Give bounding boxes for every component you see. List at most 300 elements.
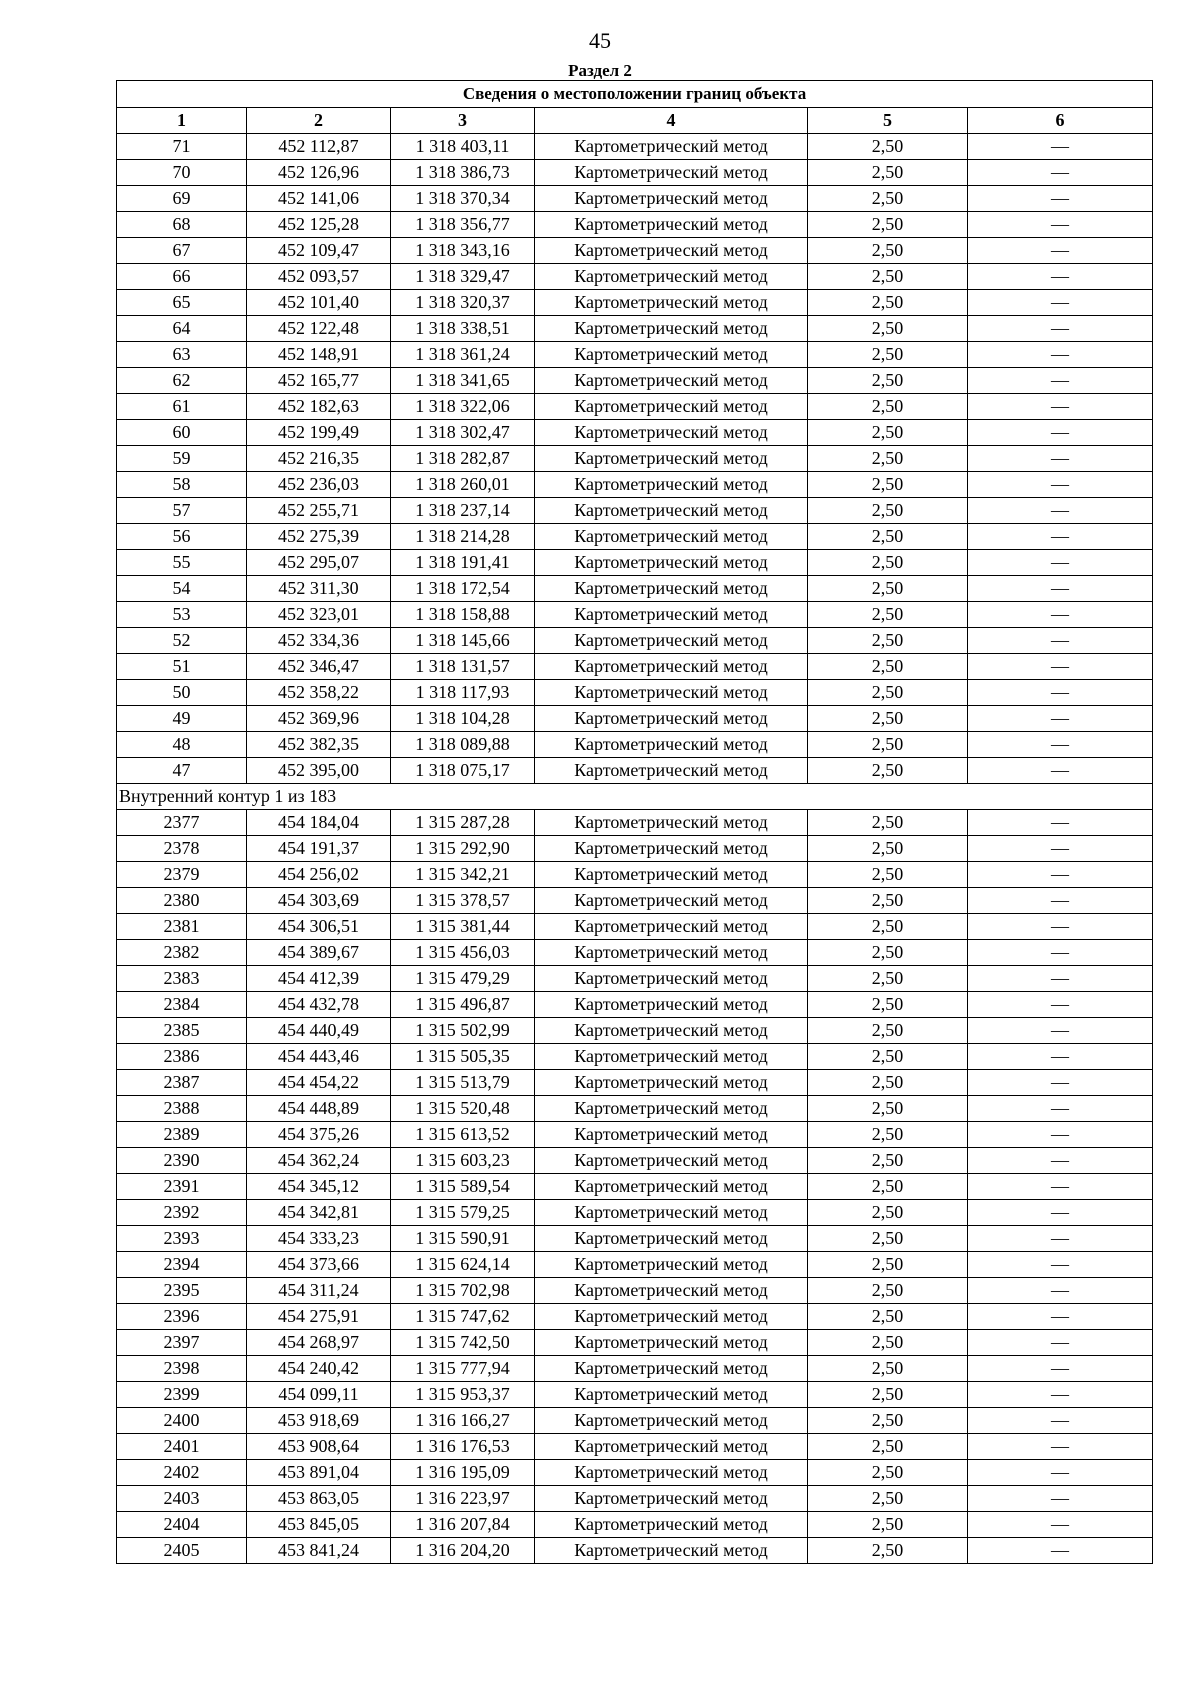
cell-method: Картометрический метод [535,1330,808,1356]
cell-note: — [968,1512,1153,1538]
cell-precision: 2,50 [808,940,968,966]
cell-method: Картометрический метод [535,186,808,212]
cell-coord-x: 452 148,91 [247,342,391,368]
cell-coord-y: 1 318 214,28 [391,524,535,550]
cell-method: Картометрический метод [535,914,808,940]
cell-point-number: 66 [117,264,247,290]
cell-note: — [968,550,1153,576]
cell-method: Картометрический метод [535,1382,808,1408]
cell-precision: 2,50 [808,1018,968,1044]
table-title: Сведения о местоположении границ объекта [117,81,1153,108]
cell-note: — [968,758,1153,784]
cell-point-number: 2385 [117,1018,247,1044]
cell-point-number: 65 [117,290,247,316]
cell-coord-y: 1 318 172,54 [391,576,535,602]
cell-coord-y: 1 315 702,98 [391,1278,535,1304]
cell-point-number: 2378 [117,836,247,862]
cell-note: — [968,862,1153,888]
cell-method: Картометрический метод [535,1434,808,1460]
cell-coord-y: 1 318 356,77 [391,212,535,238]
table-row [117,1382,1153,1408]
cell-precision: 2,50 [808,1538,968,1564]
table-row [117,1174,1153,1200]
table-row [117,1200,1153,1226]
cell-point-number: 2404 [117,1512,247,1538]
cell-coord-x: 454 448,89 [247,1096,391,1122]
table-row [117,238,1153,264]
cell-method: Картометрический метод [535,810,808,836]
cell-coord-x: 454 362,24 [247,1148,391,1174]
cell-method: Картометрический метод [535,1018,808,1044]
cell-precision: 2,50 [808,420,968,446]
table-row [117,1148,1153,1174]
cell-precision: 2,50 [808,1174,968,1200]
cell-coord-x: 454 342,81 [247,1200,391,1226]
cell-precision: 2,50 [808,212,968,238]
table-row [117,1356,1153,1382]
cell-point-number: 2399 [117,1382,247,1408]
column-header: 6 [968,108,1153,134]
cell-method: Картометрический метод [535,1148,808,1174]
cell-coord-x: 454 389,67 [247,940,391,966]
cell-precision: 2,50 [808,290,968,316]
cell-precision: 2,50 [808,1408,968,1434]
table-row [117,1096,1153,1122]
cell-note: — [968,1486,1153,1512]
cell-point-number: 64 [117,316,247,342]
cell-coord-x: 454 306,51 [247,914,391,940]
cell-coord-y: 1 315 579,25 [391,1200,535,1226]
cell-point-number: 2390 [117,1148,247,1174]
cell-coord-y: 1 316 223,97 [391,1486,535,1512]
cell-note: — [968,1096,1153,1122]
cell-coord-y: 1 318 237,14 [391,498,535,524]
cell-precision: 2,50 [808,628,968,654]
cell-coord-x: 454 275,91 [247,1304,391,1330]
cell-note: — [968,212,1153,238]
table-row [117,628,1153,654]
cell-coord-y: 1 315 747,62 [391,1304,535,1330]
cell-method: Картометрический метод [535,888,808,914]
cell-note: — [968,524,1153,550]
cell-point-number: 2381 [117,914,247,940]
table-row [117,212,1153,238]
cell-note: — [968,1122,1153,1148]
table-row [117,316,1153,342]
cell-coord-y: 1 315 513,79 [391,1070,535,1096]
cell-coord-y: 1 318 191,41 [391,550,535,576]
cell-point-number: 2384 [117,992,247,1018]
cell-coord-x: 452 236,03 [247,472,391,498]
cell-coord-y: 1 315 590,91 [391,1226,535,1252]
cell-precision: 2,50 [808,654,968,680]
table-row [117,394,1153,420]
cell-point-number: 47 [117,758,247,784]
cell-coord-y: 1 318 075,17 [391,758,535,784]
cell-coord-x: 452 112,87 [247,134,391,160]
cell-note: — [968,992,1153,1018]
cell-method: Картометрический метод [535,290,808,316]
section-title: Раздел 2 [568,61,632,80]
cell-method: Картометрический метод [535,498,808,524]
cell-note: — [968,888,1153,914]
table-row [117,1122,1153,1148]
cell-note: — [968,472,1153,498]
table-row [117,420,1153,446]
cell-note: — [968,238,1153,264]
cell-coord-x: 454 443,46 [247,1044,391,1070]
cell-precision: 2,50 [808,732,968,758]
table-row [117,472,1153,498]
cell-precision: 2,50 [808,1382,968,1408]
cell-precision: 2,50 [808,1512,968,1538]
cell-note: — [968,1434,1153,1460]
cell-point-number: 50 [117,680,247,706]
cell-coord-x: 454 412,39 [247,966,391,992]
cell-precision: 2,50 [808,264,968,290]
cell-precision: 2,50 [808,1278,968,1304]
cell-coord-y: 1 318 302,47 [391,420,535,446]
cell-method: Картометрический метод [535,732,808,758]
cell-point-number: 56 [117,524,247,550]
cell-precision: 2,50 [808,1356,968,1382]
cell-note: — [968,1304,1153,1330]
cell-coord-x: 454 191,37 [247,836,391,862]
cell-note: — [968,1018,1153,1044]
cell-coord-y: 1 316 207,84 [391,1512,535,1538]
cell-point-number: 55 [117,550,247,576]
cell-method: Картометрический метод [535,1174,808,1200]
cell-method: Картометрический метод [535,550,808,576]
table-row [117,1070,1153,1096]
cell-coord-x: 454 184,04 [247,810,391,836]
cell-method: Картометрический метод [535,212,808,238]
cell-note: — [968,1356,1153,1382]
cell-coord-x: 454 432,78 [247,992,391,1018]
cell-note: — [968,498,1153,524]
cell-method: Картометрический метод [535,654,808,680]
cell-coord-x: 453 863,05 [247,1486,391,1512]
cell-coord-x: 452 395,00 [247,758,391,784]
cell-method: Картометрический метод [535,1278,808,1304]
table-row [117,940,1153,966]
table-body-outer-contour [117,134,1153,784]
cell-coord-x: 452 311,30 [247,576,391,602]
cell-note: — [968,1460,1153,1486]
cell-method: Картометрический метод [535,836,808,862]
cell-point-number: 2393 [117,1226,247,1252]
column-header: 2 [247,108,391,134]
cell-point-number: 61 [117,394,247,420]
cell-method: Картометрический метод [535,1122,808,1148]
cell-note: — [968,1070,1153,1096]
cell-coord-y: 1 315 496,87 [391,992,535,1018]
cell-point-number: 69 [117,186,247,212]
cell-method: Картометрический метод [535,134,808,160]
cell-coord-x: 454 333,23 [247,1226,391,1252]
cell-coord-y: 1 318 260,01 [391,472,535,498]
cell-point-number: 2387 [117,1070,247,1096]
cell-point-number: 54 [117,576,247,602]
cell-note: — [968,342,1153,368]
cell-point-number: 58 [117,472,247,498]
cell-note: — [968,1252,1153,1278]
cell-coord-y: 1 318 386,73 [391,160,535,186]
cell-method: Картометрический метод [535,446,808,472]
cell-coord-y: 1 315 624,14 [391,1252,535,1278]
table-row [117,1330,1153,1356]
cell-coord-y: 1 318 117,93 [391,680,535,706]
table-row [117,862,1153,888]
cell-coord-x: 454 099,11 [247,1382,391,1408]
cell-coord-y: 1 315 953,37 [391,1382,535,1408]
cell-note: — [968,576,1153,602]
cell-note: — [968,706,1153,732]
cell-method: Картометрический метод [535,758,808,784]
cell-coord-y: 1 316 166,27 [391,1408,535,1434]
cell-method: Картометрический метод [535,316,808,342]
table-row [117,732,1153,758]
cell-coord-x: 452 199,49 [247,420,391,446]
cell-note: — [968,290,1153,316]
cell-precision: 2,50 [808,472,968,498]
cell-coord-y: 1 318 343,16 [391,238,535,264]
table-row [117,1044,1153,1070]
cell-note: — [968,966,1153,992]
cell-point-number: 2401 [117,1434,247,1460]
cell-precision: 2,50 [808,1148,968,1174]
cell-coord-x: 452 165,77 [247,368,391,394]
page-number: 45 [589,28,611,53]
cell-method: Картометрический метод [535,420,808,446]
cell-coord-y: 1 318 145,66 [391,628,535,654]
cell-coord-y: 1 315 777,94 [391,1356,535,1382]
table-row [117,550,1153,576]
cell-note: — [968,264,1153,290]
cell-note: — [968,940,1153,966]
cell-coord-y: 1 315 613,52 [391,1122,535,1148]
table-row [117,1408,1153,1434]
cell-method: Картометрический метод [535,264,808,290]
cell-coord-y: 1 318 338,51 [391,316,535,342]
table-row [117,1538,1153,1564]
table-row [117,186,1153,212]
cell-note: — [968,1226,1153,1252]
cell-point-number: 2402 [117,1460,247,1486]
cell-note: — [968,1148,1153,1174]
cell-precision: 2,50 [808,368,968,394]
cell-coord-y: 1 315 292,90 [391,836,535,862]
cell-note: — [968,810,1153,836]
cell-point-number: 2391 [117,1174,247,1200]
cell-coord-y: 1 318 104,28 [391,706,535,732]
cell-coord-y: 1 315 505,35 [391,1044,535,1070]
table-row [117,1460,1153,1486]
cell-point-number: 2386 [117,1044,247,1070]
cell-method: Картометрический метод [535,1512,808,1538]
contour-label-row [117,784,1153,810]
cell-coord-y: 1 315 589,54 [391,1174,535,1200]
cell-method: Картометрический метод [535,862,808,888]
cell-point-number: 62 [117,368,247,394]
cell-coord-x: 454 256,02 [247,862,391,888]
cell-precision: 2,50 [808,186,968,212]
cell-precision: 2,50 [808,888,968,914]
cell-precision: 2,50 [808,914,968,940]
cell-method: Картометрический метод [535,160,808,186]
cell-coord-x: 452 101,40 [247,290,391,316]
cell-note: — [968,628,1153,654]
cell-point-number: 2403 [117,1486,247,1512]
cell-coord-x: 452 093,57 [247,264,391,290]
cell-coord-x: 454 268,97 [247,1330,391,1356]
table-row [117,1252,1153,1278]
cell-precision: 2,50 [808,706,968,732]
table-row [117,264,1153,290]
cell-precision: 2,50 [808,1434,968,1460]
cell-coord-y: 1 318 341,65 [391,368,535,394]
table-row [117,342,1153,368]
cell-precision: 2,50 [808,1070,968,1096]
cell-precision: 2,50 [808,602,968,628]
table-row [117,290,1153,316]
cell-precision: 2,50 [808,1460,968,1486]
cell-method: Картометрический метод [535,1070,808,1096]
table-row [117,706,1153,732]
cell-method: Картометрический метод [535,238,808,264]
cell-note: — [968,1330,1153,1356]
cell-point-number: 2380 [117,888,247,914]
table-row [117,1486,1153,1512]
cell-point-number: 2388 [117,1096,247,1122]
cell-method: Картометрический метод [535,1096,808,1122]
table-row [117,654,1153,680]
cell-coord-x: 453 891,04 [247,1460,391,1486]
cell-note: — [968,1174,1153,1200]
cell-note: — [968,654,1153,680]
column-header: 3 [391,108,535,134]
table-row [117,810,1153,836]
cell-point-number: 2382 [117,940,247,966]
cell-coord-y: 1 315 381,44 [391,914,535,940]
cell-note: — [968,1408,1153,1434]
column-header: 5 [808,108,968,134]
cell-point-number: 68 [117,212,247,238]
cell-precision: 2,50 [808,836,968,862]
table-caption-row [117,81,1153,108]
cell-note: — [968,446,1153,472]
cell-coord-y: 1 315 479,29 [391,966,535,992]
cell-coord-x: 453 908,64 [247,1434,391,1460]
cell-coord-x: 453 841,24 [247,1538,391,1564]
cell-point-number: 63 [117,342,247,368]
cell-precision: 2,50 [808,1122,968,1148]
table-row [117,446,1153,472]
cell-coord-y: 1 315 456,03 [391,940,535,966]
cell-point-number: 2379 [117,862,247,888]
cell-precision: 2,50 [808,446,968,472]
cell-method: Картометрический метод [535,992,808,1018]
table-row [117,498,1153,524]
cell-note: — [968,134,1153,160]
cell-coord-x: 452 334,36 [247,628,391,654]
cell-note: — [968,186,1153,212]
cell-precision: 2,50 [808,160,968,186]
cell-precision: 2,50 [808,342,968,368]
cell-point-number: 49 [117,706,247,732]
cell-precision: 2,50 [808,1200,968,1226]
cell-note: — [968,1278,1153,1304]
cell-point-number: 2392 [117,1200,247,1226]
cell-method: Картометрический метод [535,1252,808,1278]
cell-coord-x: 454 240,42 [247,1356,391,1382]
cell-point-number: 59 [117,446,247,472]
cell-coord-x: 454 303,69 [247,888,391,914]
cell-precision: 2,50 [808,1226,968,1252]
contour-label: Внутренний контур 1 из 183 [117,784,1153,810]
table-row [117,1278,1153,1304]
cell-coord-y: 1 318 322,06 [391,394,535,420]
cell-point-number: 57 [117,498,247,524]
cell-precision: 2,50 [808,238,968,264]
cell-note: — [968,602,1153,628]
cell-point-number: 52 [117,628,247,654]
cell-precision: 2,50 [808,1044,968,1070]
cell-precision: 2,50 [808,1096,968,1122]
table-row [117,1226,1153,1252]
cell-method: Картометрический метод [535,1408,808,1434]
cell-coord-x: 452 109,47 [247,238,391,264]
table-row [117,1512,1153,1538]
cell-point-number: 2377 [117,810,247,836]
cell-point-number: 2395 [117,1278,247,1304]
cell-note: — [968,316,1153,342]
cell-coord-x: 452 122,48 [247,316,391,342]
cell-coord-y: 1 318 329,47 [391,264,535,290]
table-body-inner-contour [117,810,1153,1564]
cell-method: Картометрический метод [535,680,808,706]
cell-coord-y: 1 315 502,99 [391,1018,535,1044]
cell-method: Картометрический метод [535,602,808,628]
cell-note: — [968,732,1153,758]
table-row [117,680,1153,706]
cell-coord-y: 1 315 378,57 [391,888,535,914]
cell-coord-x: 454 373,66 [247,1252,391,1278]
cell-note: — [968,160,1153,186]
cell-precision: 2,50 [808,862,968,888]
cell-precision: 2,50 [808,524,968,550]
cell-point-number: 2396 [117,1304,247,1330]
table-row [117,134,1153,160]
cell-note: — [968,1044,1153,1070]
cell-point-number: 2400 [117,1408,247,1434]
cell-note: — [968,1200,1153,1226]
cell-coord-x: 452 358,22 [247,680,391,706]
cell-method: Картометрический метод [535,940,808,966]
cell-method: Картометрический метод [535,706,808,732]
cell-coord-y: 1 315 742,50 [391,1330,535,1356]
cell-point-number: 71 [117,134,247,160]
cell-coord-y: 1 315 603,23 [391,1148,535,1174]
cell-coord-x: 452 182,63 [247,394,391,420]
cell-point-number: 53 [117,602,247,628]
cell-coord-x: 452 346,47 [247,654,391,680]
cell-coord-x: 452 126,96 [247,160,391,186]
cell-coord-y: 1 318 370,34 [391,186,535,212]
cell-point-number: 2383 [117,966,247,992]
cell-coord-x: 454 311,24 [247,1278,391,1304]
table-row [117,966,1153,992]
